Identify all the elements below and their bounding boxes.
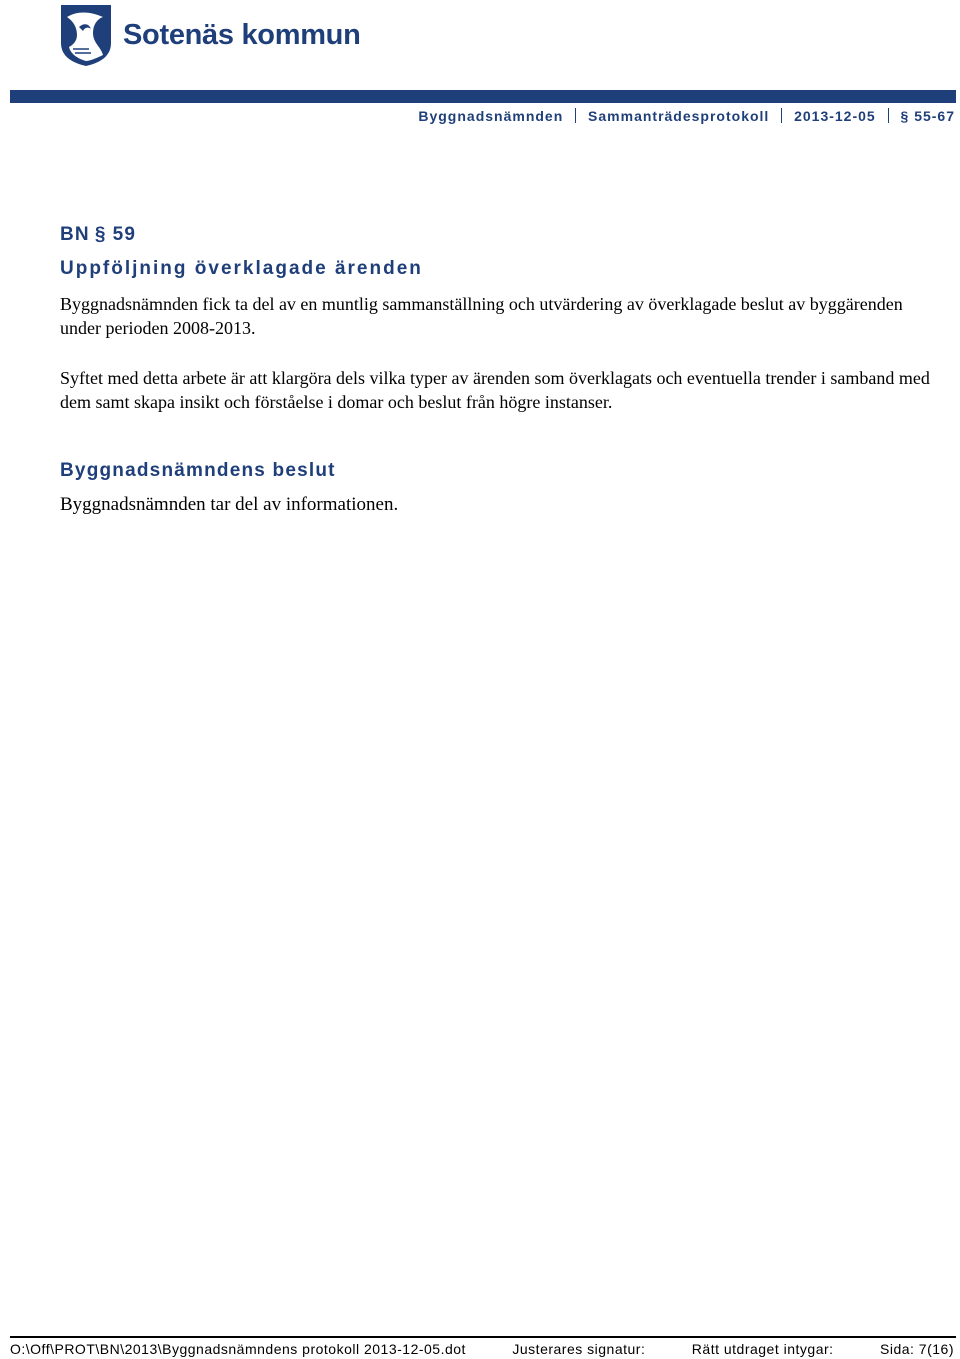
- page-footer: [10, 1341, 954, 1357]
- decision-heading: Byggnadsnämndens beslut: [60, 460, 336, 481]
- meeting-date: 2013-12-05: [794, 108, 876, 124]
- section-symbol: §: [94, 224, 107, 245]
- document-type: Sammanträdesprotokoll: [588, 108, 770, 124]
- separator: [575, 108, 576, 123]
- municipal-coat-of-arms-icon: [59, 3, 113, 67]
- municipality-logo: [59, 3, 361, 67]
- section-number-value: 59: [112, 224, 137, 245]
- separator: [888, 108, 889, 123]
- running-head: [418, 108, 955, 124]
- file-path: O:\Off\PROT\BN\2013\Byggnadsnämndens protokoll 2013-12-05.dot: [10, 1341, 466, 1357]
- body-paragraph: Byggnadsnämnden fick ta del av en muntlig sammanställning och utvärdering av överklagade beslut av byggärenden under perioden 2008-2013.: [60, 294, 903, 338]
- committee-name: Byggnadsnämnden: [418, 108, 564, 124]
- section-range: 55-67: [914, 108, 955, 124]
- section-prefix: BN: [60, 224, 90, 245]
- certified-label: Rätt utdraget intygar:: [691, 1341, 834, 1357]
- signature-label: Justerares signatur:: [512, 1341, 646, 1357]
- footer-rule: [10, 1336, 956, 1338]
- section-title: Uppföljning överklagade ärenden: [60, 258, 423, 279]
- page-number: Sida: 7(16): [880, 1341, 954, 1357]
- body-paragraph: Syftet med detta arbete är att klargöra dels vilka typer av ärenden som överklagats och eventuella trender i samband med dem samt skapa insikt och förståelse i domar och beslut från högre instanser.: [60, 368, 930, 412]
- separator: [781, 108, 782, 123]
- section-number: [60, 224, 136, 246]
- header-rule: [10, 90, 956, 103]
- brand-name: Sotenäs kommun: [123, 18, 361, 51]
- section-symbol: §: [900, 108, 910, 124]
- decision-text: Byggnadsnämnden tar del av informationen.: [60, 494, 399, 515]
